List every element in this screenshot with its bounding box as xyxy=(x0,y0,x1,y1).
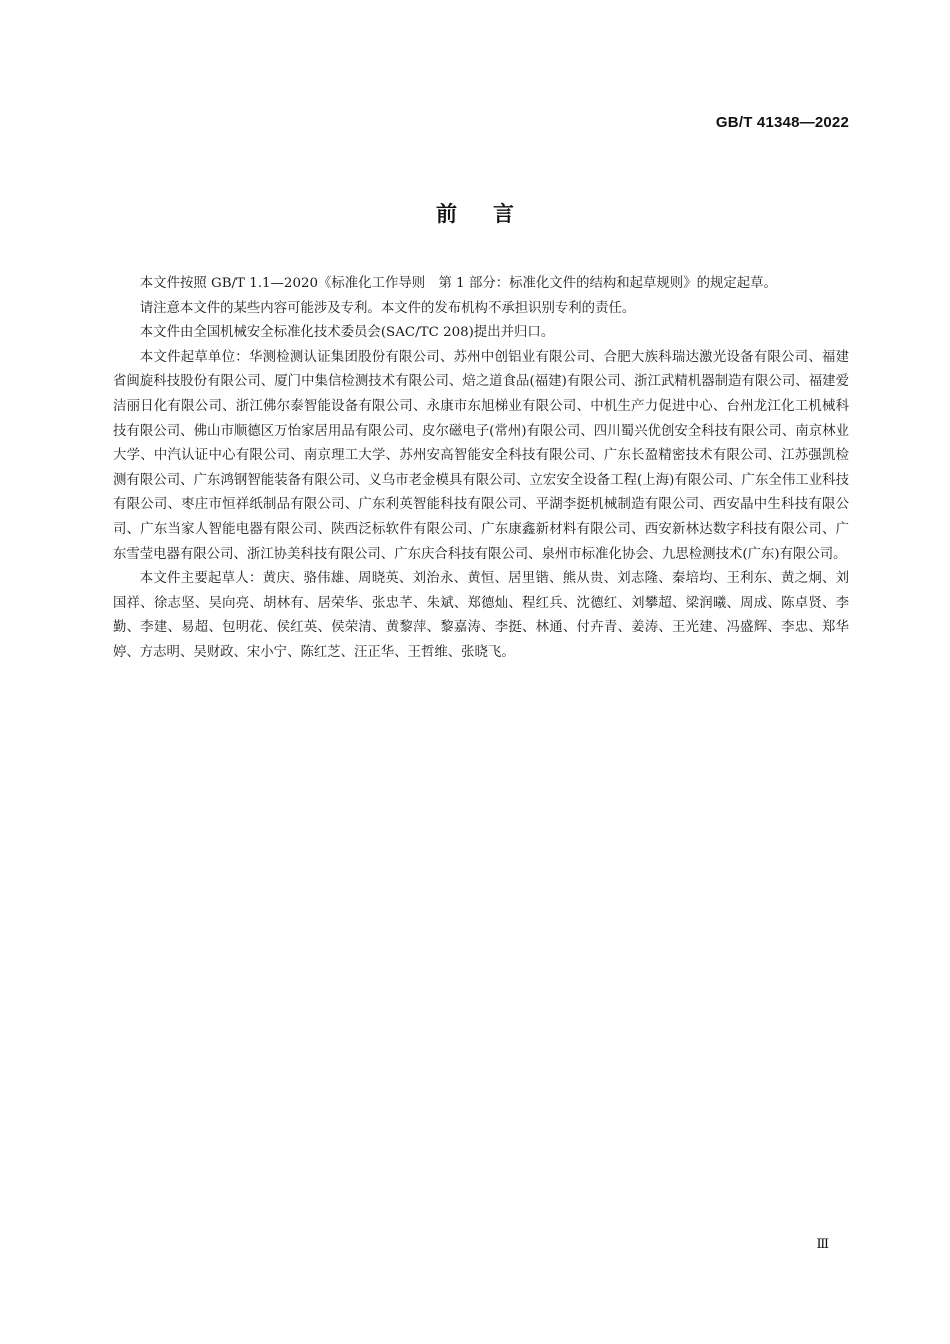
page-title: 前言 xyxy=(436,202,550,226)
paragraph-patent-notice: 请注意本文件的某些内容可能涉及专利。本文件的发布机构不承担识别专利的责任。 xyxy=(139,300,636,316)
paragraph-drafters: 本文件主要起草人：黄庆、骆伟雄、周晓英、刘治永、黄恒、居里锴、熊从贵、刘志隆、秦培均、王利东、黄之炯、刘国祥、徐志坚、吴向亮、胡林有、居荣华、张忠芊、朱斌、郑德灿、程红兵、沈德红、刘攀超、梁润曦、周成、陈卓贤、李勤、李建、易超、包明花、侯红英、侯荣清、黄黎萍、黎嘉涛、李挺、林通、付卉青、姜涛、王光建、冯盛辉、李忠、郑华婷、方志明、吴财政、宋小宁、陈红芝、汪正华、王哲维、张晓飞。 xyxy=(113,571,849,660)
page-number: Ⅲ xyxy=(816,1236,829,1251)
standard-number: GB/T 41348—2022 xyxy=(715,114,849,131)
document-body xyxy=(113,272,849,666)
paragraph-drafting-units: 本文件起草单位：华测检测认证集团股份有限公司、苏州中创铝业有限公司、合肥大族科瑞达激光设备有限公司、福建省闽旋科技股份有限公司、厦门中集信检测技术有限公司、焙之道食品(福建)有限公司、浙江武精机器制造有限公司、福建爱洁丽日化有限公司、浙江佛尔泰智能设备有限公司、永康市东旭梯业有限公司、中机生产力促进中心、台州龙江化工机械科技有限公司、佛山市顺德区万怡家居用品有限公司、皮尔磁电子(常州)有限公司、四川蜀兴优创安全科技有限公司、南京林业大学、中汽认证中心有限公司、南京理工大学、苏州安高智能安全科技有限公司、广东长盈精密技术有限公司、江苏强凯检测有限公司、广东鸿钢智能装备有限公司、义乌市老金模具有限公司、立宏安全设备工程(上海)有限公司、广东全伟工业科技有限公司、枣庄市恒祥纸制品有限公司、广东利英智能科技有限公司、平湖李挺机械制造有限公司、西安晶中生科技有限公司、广东当家人智能电器有限公司、陕西泛标软件有限公司、广东康鑫新材料有限公司、西安新林达数字科技有限公司、广东雪莹电器有限公司、浙江协美科技有限公司、广东庆合科技有限公司、泉州市标准化协会、九思检测技术(广东)有限公司。 xyxy=(113,349,849,562)
paragraph-drafting-rules: 本文件按照 GB/T 1.1—2020《标准化工作导则 第 1 部分：标准化文件的结构和起草规则》的规定起草。 xyxy=(139,276,777,291)
paragraph-proposer: 本文件由全国机械安全标准化技术委员会(SAC/TC 208)提出并归口。 xyxy=(139,325,555,341)
